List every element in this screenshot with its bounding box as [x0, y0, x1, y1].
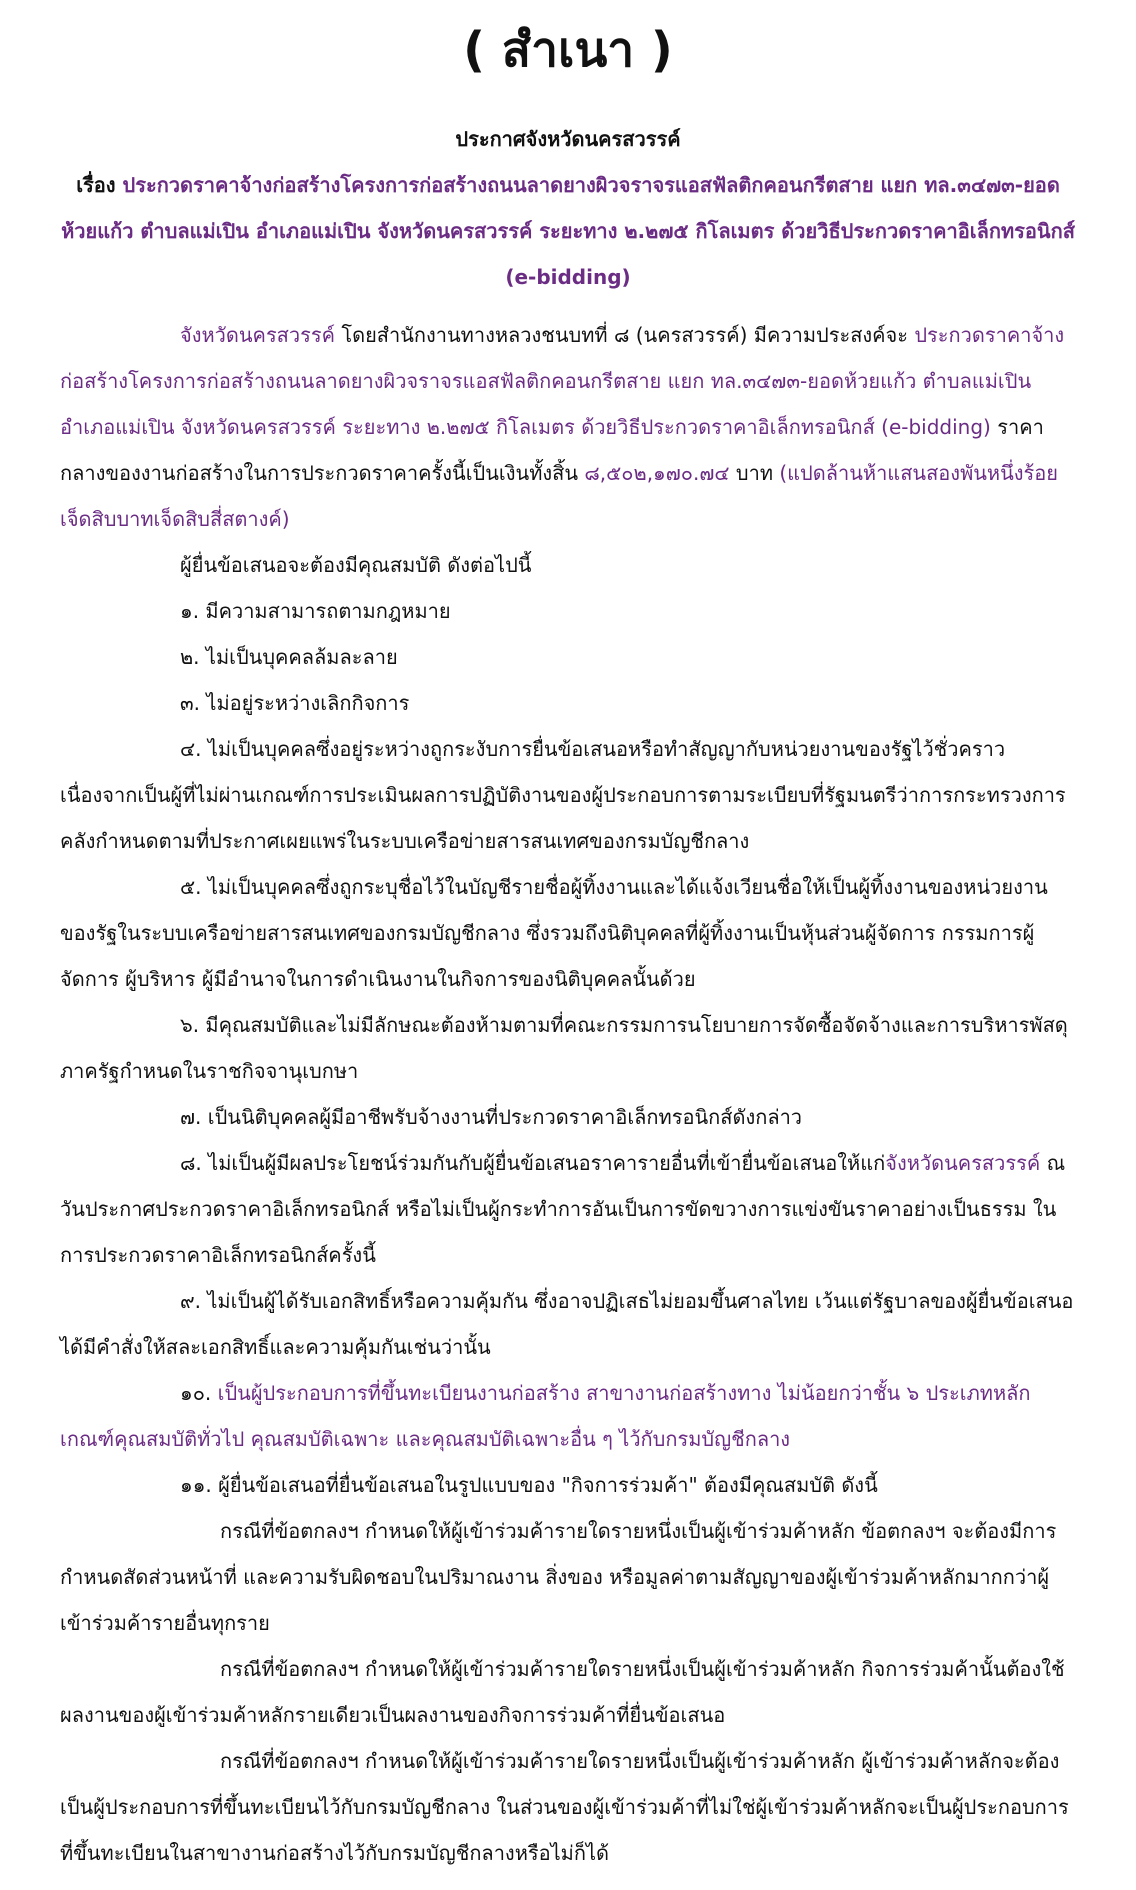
announcement-subject — [60, 162, 1076, 300]
intro-price-unit: บาท — [729, 461, 780, 485]
item-8-agency: จังหวัดนครสวรรค์ — [885, 1151, 1041, 1175]
item-8-text-a: ๘. ไม่เป็นผู้มีผลประโยชน์ร่วมกันกับผู้ยื่นข้อเสนอราคารายอื่นที่เข้ายื่นข้อเสนอให้แก่ — [180, 1151, 886, 1175]
intro-office: โดยสำนักงานทางหลวงชนบทที่ ๘ (นครสวรรค์) มีความประสงค์จะ — [334, 323, 915, 347]
subject-text: ประกวดราคาจ้างก่อสร้างโครงการก่อสร้างถนนลาดยางผิวจราจรแอสฟัลติกคอนกรีตสาย แยก ทล.๓๔๗๓-ยอดห้วยแก้ว ตำบลแม่เปิน อำเภอแม่เปิน จังหวัดนครสวรรค์ ระยะทาง ๒.๒๗๕ กิโลเมตร ด้วยวิธีประกวดราคาอิเล็กทรอนิกส์ (e-bidding) — [61, 173, 1075, 289]
qualification-item-1: ๑. มีความสามารถตามกฎหมาย — [180, 599, 451, 623]
qualification-item-6: ๖. มีคุณสมบัติและไม่มีลักษณะต้องห้ามตามที่คณะกรรมการนโยบายการจัดซื้อจัดจ้างและการบริหารพัสดุภาครัฐกำหนดในราชกิจจานุเบกษา — [60, 1013, 1068, 1083]
intro-agency: จังหวัดนครสวรรค์ — [180, 323, 335, 347]
qualification-item-8 — [60, 1140, 1076, 1278]
item-10-number: ๑๐. — [180, 1381, 218, 1405]
qualification-item-7: ๗. เป็นนิติบุคคลผู้มีอาชีพรับจ้างงานที่ประกวดราคาอิเล็กทรอนิกส์ดังกล่าว — [180, 1105, 803, 1129]
qualification-item-9: ๙. ไม่เป็นผู้ได้รับเอกสิทธิ์หรือความคุ้มกัน ซึ่งอาจปฏิเสธไม่ยอมขึ้นศาลไทย เว้นแต่รัฐบาลของผู้ยื่นข้อเสนอได้มีคำสั่งให้สละเอกสิทธิ์และความคุ้มกันเช่นว่านั้น — [60, 1289, 1074, 1359]
intro-price-amount: ๘,๕๐๒,๑๗๐.๗๔ — [584, 461, 730, 485]
copy-stamp-heading: ( สำเนา ) — [463, 22, 673, 78]
qualification-item-11: ๑๑. ผู้ยื่นข้อเสนอที่ยื่นข้อเสนอในรูปแบบของ "กิจการร่วมค้า" ต้องมีคุณสมบัติ ดังนี้ — [180, 1473, 878, 1497]
qualification-item-10 — [60, 1370, 1076, 1462]
subject-prefix: เรื่อง — [76, 173, 116, 197]
joint-venture-case-2: กรณีที่ข้อตกลงฯ กำหนดให้ผู้เข้าร่วมค้ารายใดรายหนึ่งเป็นผู้เข้าร่วมค้าหลัก กิจการร่วมค้านั้นต้องใช้ผลงานของผู้เข้าร่วมค้าหลักรายเดียวเป็นผลงานของกิจการร่วมค้าที่ยื่นข้อเสนอ — [60, 1657, 1065, 1727]
item-8-text-b: ณ วันประกาศประกวดราคาอิเล็กทรอนิกส์ หรือไม่เป็นผู้กระทำการอันเป็นการขัดขวางการแข่งขันราคาอย่างเป็นธรรม ในการประกวดราคาอิเล็กทรอนิกส์ครั้งนี้ — [60, 1151, 1066, 1267]
qualification-item-2: ๒. ไม่เป็นบุคคลล้มละลาย — [180, 645, 398, 669]
intro-project: ประกวดราคาจ้างก่อสร้างโครงการก่อสร้างถนนลาดยางผิวจราจรแอสฟัลติกคอนกรีตสาย แยก ทล.๓๔๗๓-ยอดห้วยแก้ว ตำบลแม่เปิน อำเภอแม่เปิน จังหวัดนครสวรรค์ ระยะทาง ๒.๒๗๕ กิโลเมตร ด้วยวิธีประกวดราคาอิเล็กทรอนิกส์ (e-bidding) — [60, 323, 1065, 439]
qualifications-lead: ผู้ยื่นข้อเสนอจะต้องมีคุณสมบัติ ดังต่อไปนี้ — [180, 553, 532, 577]
item-10-text: เป็นผู้ประกอบการที่ขึ้นทะเบียนงานก่อสร้าง สาขางานก่อสร้างทาง ไม่น้อยกว่าชั้น ๖ ประเภทหลักเกณฑ์คุณสมบัติทั่วไป คุณสมบัติเฉพาะ และคุณสมบัติเฉพาะอื่น ๆ ไว้กับกรมบัญชีกลาง — [60, 1381, 1031, 1451]
intro-paragraph — [60, 312, 1076, 542]
qualification-item-5: ๕. ไม่เป็นบุคคลซึ่งถูกระบุชื่อไว้ในบัญชีรายชื่อผู้ทิ้งงานและได้แจ้งเวียนชื่อให้เป็นผู้ทิ้งงานของหน่วยงานของรัฐในระบบเครือข่ายสารสนเทศของกรมบัญชีกลาง ซึ่งรวมถึงนิติบุคคลที่ผู้ทิ้งงานเป็นหุ้นส่วนผู้จัดการ กรรมการผู้จัดการ ผู้บริหาร ผู้มีอำนาจในการดำเนินงานในกิจการของนิติบุคคลนั้นด้วย — [60, 875, 1048, 991]
intro-price-words: (แปดล้านห้าแสนสองพันหนึ่งร้อยเจ็ดสิบบาทเจ็ดสิบสี่สตางค์) — [60, 461, 1059, 531]
joint-venture-case-1: กรณีที่ข้อตกลงฯ กำหนดให้ผู้เข้าร่วมค้ารายใดรายหนึ่งเป็นผู้เข้าร่วมค้าหลัก ข้อตกลงฯ จะต้องมีการกำหนดสัดส่วนหน้าที่ และความรับผิดชอบในปริมาณงาน สิ่งของ หรือมูลค่าตามสัญญาของผู้เข้าร่วมค้าหลักมากกว่าผู้เข้าร่วมค้ารายอื่นทุกราย — [60, 1519, 1057, 1635]
qualification-item-4: ๔. ไม่เป็นบุคคลซึ่งอยู่ระหว่างถูกระงับการยื่นข้อเสนอหรือทำสัญญากับหน่วยงานของรัฐไว้ชั่วคราวเนื่องจากเป็นผู้ที่ไม่ผ่านเกณฑ์การประเมินผลการปฏิบัติงานของผู้ประกอบการตามระเบียบที่รัฐมนตรีว่าการกระทรวงการคลังกำหนดตามที่ประกาศเผยแพร่ในระบบเครือข่ายสารสนเทศของกรมบัญชีกลาง — [60, 737, 1066, 853]
joint-venture-case-3: กรณีที่ข้อตกลงฯ กำหนดให้ผู้เข้าร่วมค้ารายใดรายหนึ่งเป็นผู้เข้าร่วมค้าหลัก ผู้เข้าร่วมค้าหลักจะต้องเป็นผู้ประกอบการที่ขึ้นทะเบียนไว้กับกรมบัญชีกลาง ในส่วนของผู้เข้าร่วมค้าที่ไม่ใช่ผู้เข้าร่วมค้าหลักจะเป็นผู้ประกอบการที่ขึ้นทะเบียนในสาขางานก่อสร้างไว้กับกรมบัญชีกลางหรือไม่ก็ได้ — [60, 1749, 1069, 1865]
announcement-title: ประกาศจังหวัดนครสวรรค์ — [455, 127, 681, 151]
intro-price-prefix: ราคากลางของงานก่อสร้างในการประกวดราคาครั้งนี้เป็นเงินทั้งสิ้น — [60, 415, 1044, 485]
qualification-item-3: ๓. ไม่อยู่ระหว่างเลิกกิจการ — [180, 691, 410, 715]
